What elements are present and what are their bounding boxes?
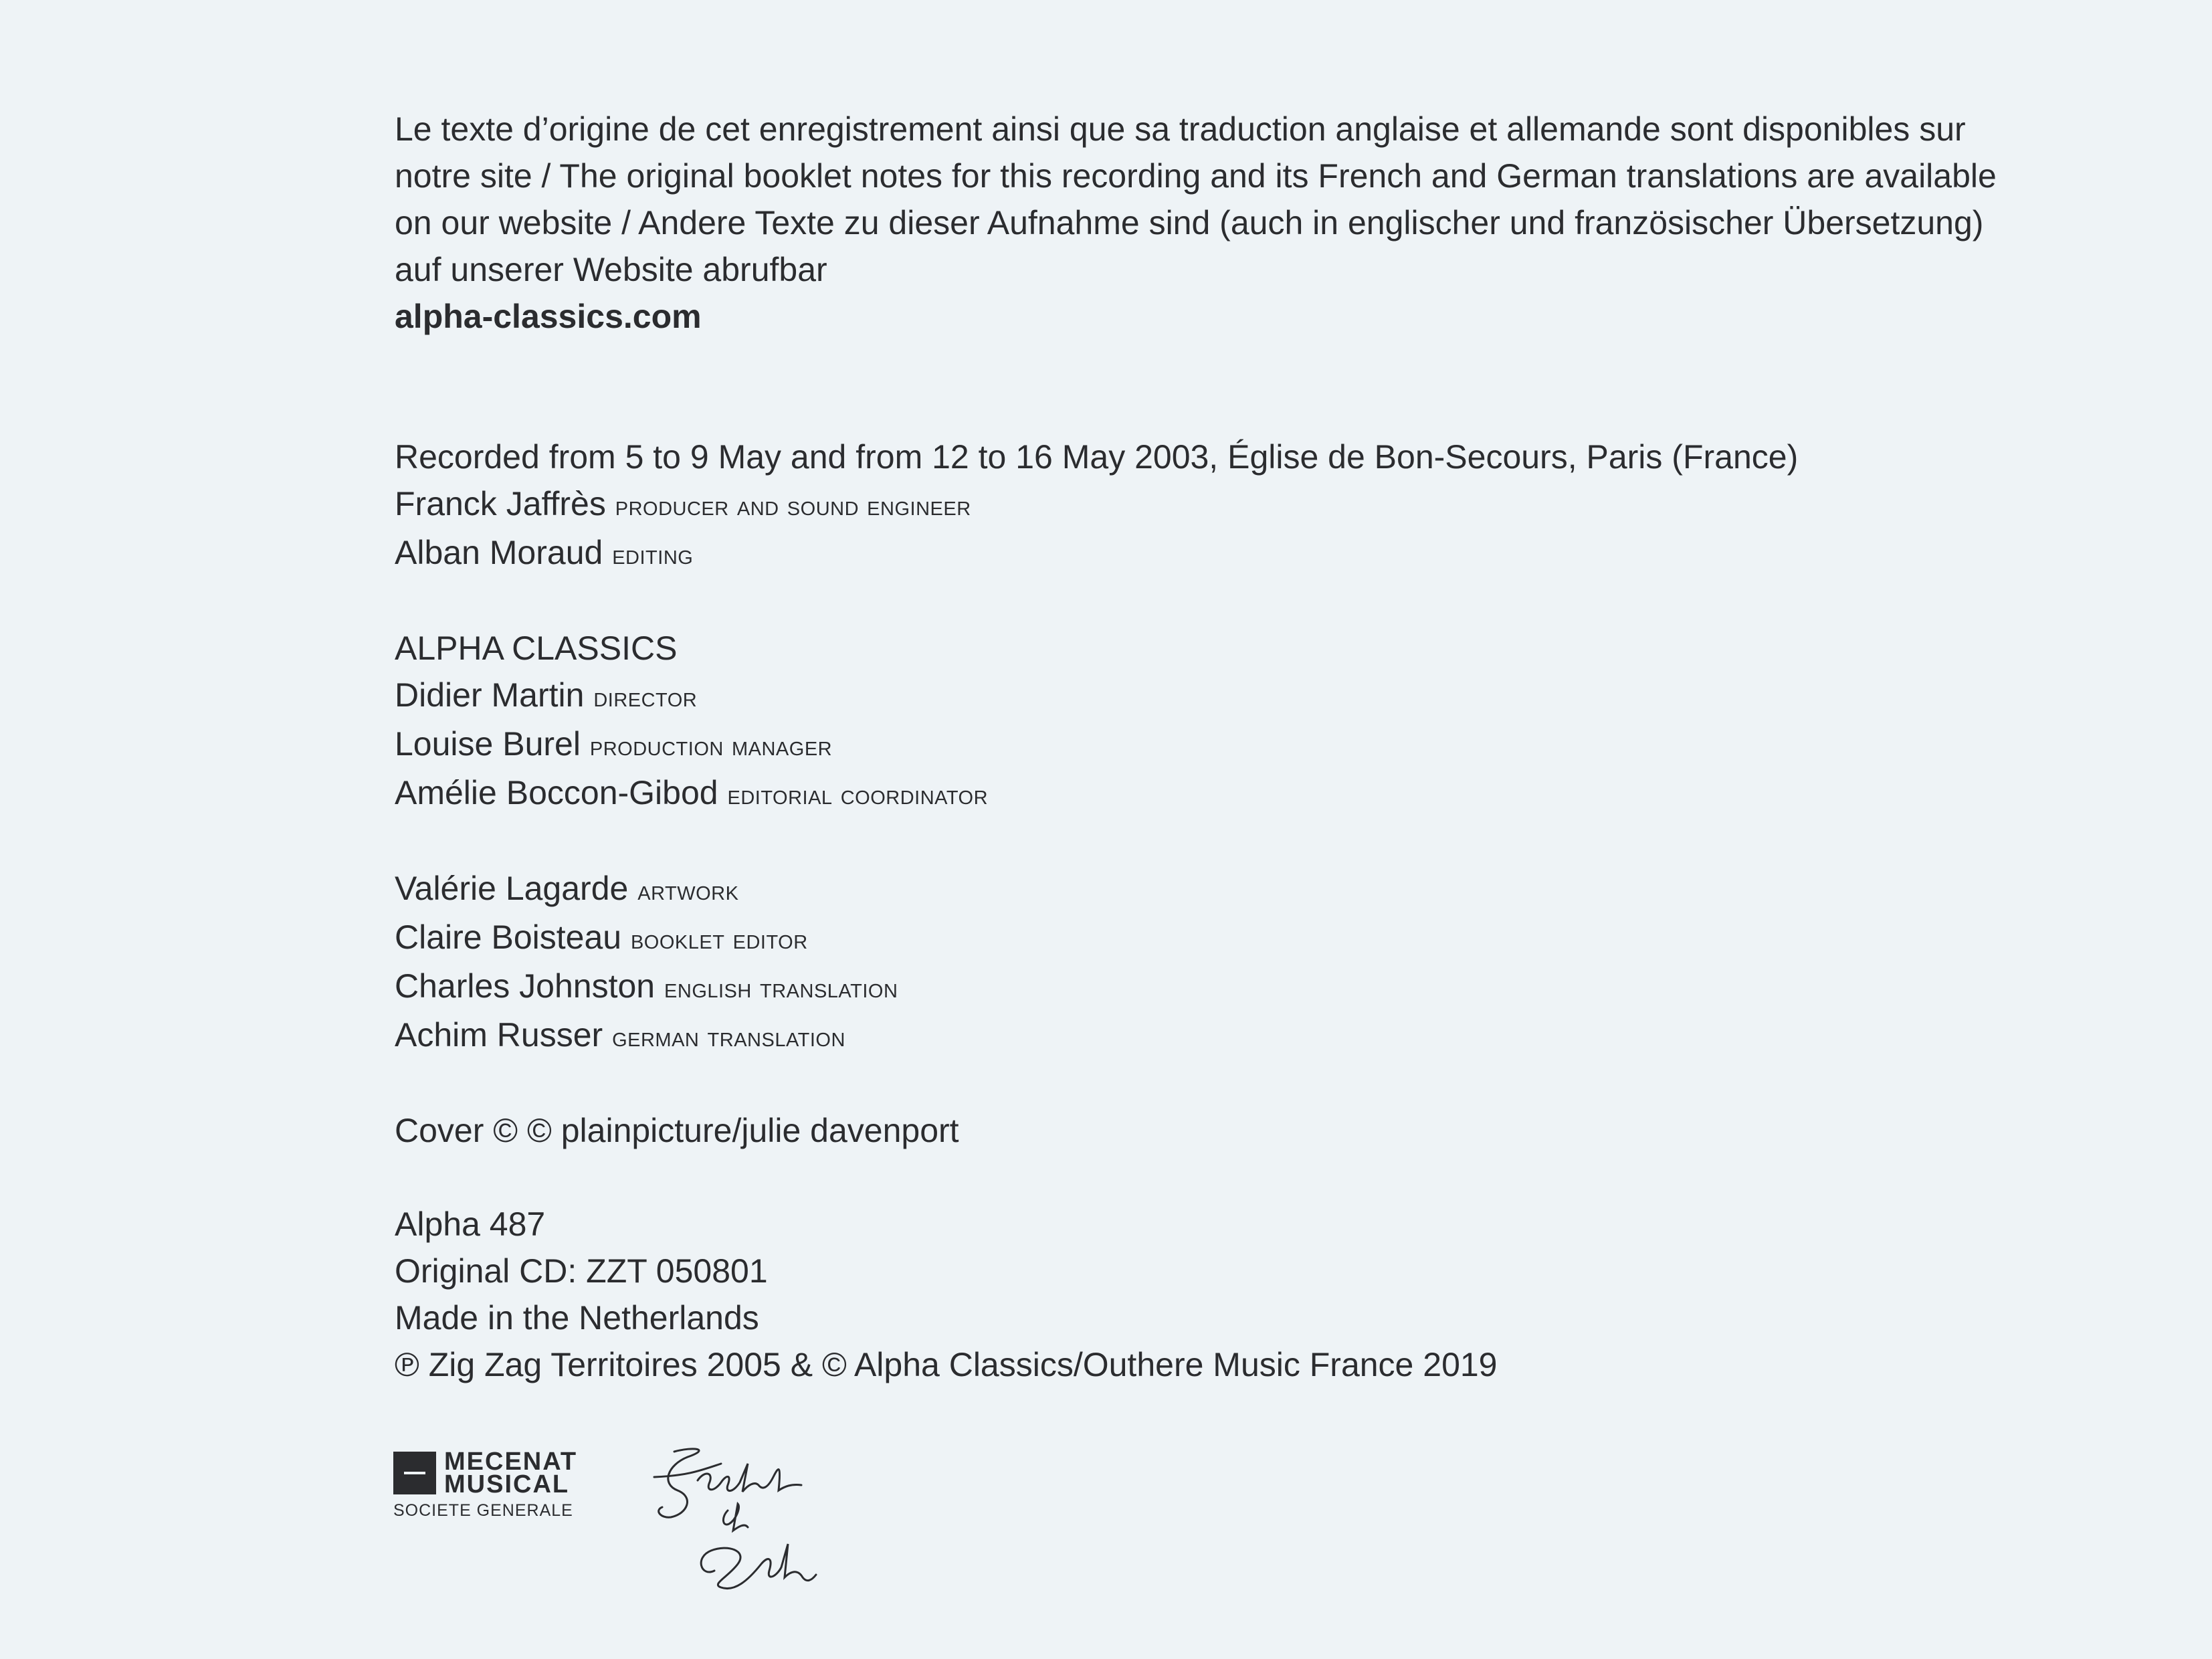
- credit-role: english translation: [664, 972, 898, 1003]
- mecenat-square-icon: [393, 1452, 436, 1494]
- website-link[interactable]: alpha-classics.com: [395, 298, 702, 335]
- credit-role: producer and sound engineer: [615, 490, 971, 521]
- credit-line: [395, 1011, 1866, 1060]
- mecenat-word: MECENAT: [444, 1448, 578, 1476]
- intro-line: auf unserer Website abrufbar: [395, 251, 827, 288]
- recording-info: Recorded from 5 to 9 May and from 12 to 16 May 2003, Église de Bon-Secours, Paris (France): [395, 438, 1799, 476]
- credit-role: german translation: [612, 1021, 845, 1052]
- credit-name: Amélie Boccon-Gibod: [395, 774, 718, 811]
- intro-paragraph: [395, 106, 1997, 340]
- credit-name: Claire Boisteau: [395, 918, 622, 956]
- credit-line: [395, 914, 1866, 963]
- credit-line: [395, 720, 1866, 769]
- credit-role: artwork: [637, 874, 739, 906]
- credit-name: Alban Moraud: [395, 534, 603, 571]
- credit-role: booklet editor: [630, 923, 808, 955]
- credits-page: [395, 106, 1997, 1388]
- intro-line: Le texte d’origine de cet enregistrement ainsi que sa traduction anglaise et allemande sont disponibles sur: [395, 110, 1966, 148]
- credit-role: director: [593, 681, 698, 712]
- credit-name: Didier Martin: [395, 676, 585, 714]
- credit-line: [395, 672, 1866, 720]
- credit-role: editorial coordinator: [727, 779, 989, 810]
- credit-line: [395, 529, 1866, 578]
- credit-name: Franck Jaffrès: [395, 485, 606, 522]
- credit-role: editing: [612, 539, 694, 570]
- intro-line: notre site / The original booklet notes for this recording and its French and German translations are available: [395, 157, 1997, 195]
- copyright-line: ℗ Zig Zag Territoires 2005 & © Alpha Classics/Outhere Music France 2019: [395, 1346, 1498, 1383]
- festival-signature-icon: [647, 1444, 821, 1597]
- credit-line: [395, 769, 1866, 818]
- cover-credit: Cover © © plainpicture/julie davenport: [395, 1112, 959, 1149]
- mecenat-word: MUSICAL: [444, 1470, 570, 1498]
- credit-role: production manager: [589, 730, 833, 761]
- festival-de-sable-logo: [647, 1444, 821, 1601]
- credit-name: Louise Burel: [395, 725, 581, 763]
- credit-name: Valérie Lagarde: [395, 870, 629, 907]
- credit-line: [395, 865, 1866, 914]
- mecenat-subtitle: SOCIETE GENERALE: [393, 1501, 573, 1520]
- credit-name: Achim Russer: [395, 1016, 603, 1054]
- credit-name: Charles Johnston: [395, 967, 656, 1005]
- made-in: Made in the Netherlands: [395, 1299, 759, 1337]
- catalog-number: Alpha 487: [395, 1205, 546, 1243]
- mecenat-musical-logo: [393, 1450, 601, 1521]
- sponsor-logos: [393, 1450, 821, 1601]
- intro-line: on our website / Andere Texte zu dieser Aufnahme sind (auch in englischer und französischer Übersetzung): [395, 204, 1984, 241]
- credit-line: [395, 480, 1866, 529]
- original-cd: Original CD: ZZT 050801: [395, 1252, 768, 1290]
- label-title: ALPHA CLASSICS: [395, 629, 678, 667]
- credit-line: [395, 963, 1866, 1011]
